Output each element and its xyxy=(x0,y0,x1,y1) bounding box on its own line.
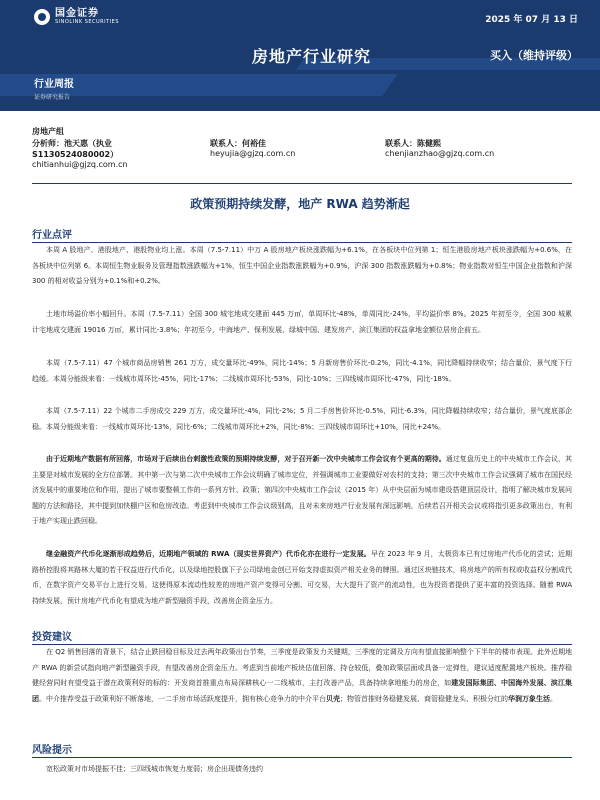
policy-lead: 由于近期地产数据有所回落，市场对于后续出台刺激性政策的预期持续发酵，对于召开新一次中央城市工作会议有个更高的期待。 xyxy=(46,455,446,463)
paragraph-rwa xyxy=(32,547,572,609)
policy-body: 通过复盘历史上的中央城市工作会议，其主要是对城市发展的全方位部署。其中第一次与第二次中央城市工作会议明确了城市定位，并强调城市工业要做好对农村的支持；第三次中央城市工作会议强调了城市在国民经济发展中的重要地位和作用，提出了城市要整顿工作的一系列方针、政策；第四次中央城市工作会议（2015 年）从中央层面为城市建设搭建顶层设计，指明了解决城市发展问题的方法和路径，其中提到加快棚户区和危房改造。考虑到中央城市工作会议级别高，且对未来房地产行业发展有深远影响，后续若召开相关会议或将指引更多政策出台，有利于地产实现止跌回稳。 xyxy=(32,455,573,525)
invest-pick-property: 华润万象生活 xyxy=(508,694,550,703)
invest-pick-broker: 贝壳 xyxy=(326,694,340,703)
report-banner xyxy=(0,0,600,111)
contact2-name: 联系人：陈健熙 xyxy=(385,139,441,148)
invest-text-3: ；物管首推财务稳健发展、商管稳健龙头、积极分红的 xyxy=(340,694,508,703)
contact1-name: 联系人：何裕佳 xyxy=(210,139,266,148)
rwa-body: 早在 2023 年 9 月，太极资本已有过房地产代币化的尝试；近期路桥控股将其路林大厦的若干权益进行代币化，以及绿地控股旗下子公司绿地金创已开始支持虚拟资产相关业务的牌照。通过区块链技术，将房地产的所有权或收益权分割成代币，在数字资产交易平台上进行交易，这使得原本流动性较差的房地产资产变得可分割、可交易，大大提升了资产的流动性，也为投资者提供了更丰富的投资选择。随着 RWA 持续发展，预计房地产代币化有望成为地产新型融资手段，改善房企资金压力。 xyxy=(32,550,572,605)
logo-circle-icon xyxy=(34,9,50,25)
paragraph-second-hand: 本周（7.5-7.11）22 个城市二手房成交 229 万方，成交量环比-4%，同比-2%；5 月二手房售价环比-0.5%，同比-6.3%，同比降幅持续收窄；结合量价，景气度底部企稳。本周分能级来看：一线城市周环比-13%，同比-6%；二线城市周环比+2%，同比-8%；三四线城市周环比+10%，同比+24%。 xyxy=(32,407,572,431)
invest-text-2: 。中介推荐受益于政策利好不断落地，一二手房市场活跃度提升，拥有核心竞争力的中介平台 xyxy=(39,694,326,703)
report-title: 房地产行业研究 xyxy=(252,47,372,66)
contact1-email: heyujia@gjzq.com.cn xyxy=(210,149,296,158)
report-sublabel: 证券研究报告 xyxy=(34,94,71,101)
rating-badge: 买入（维持评级） xyxy=(490,49,578,62)
logo-en: SINOLINK SECURITIES xyxy=(55,19,119,25)
contact-block-1 xyxy=(210,138,370,158)
analyst-email: chitianhui@gjzq.com.cn xyxy=(32,160,128,169)
main-headline: 政策预期持续发酵，地产 RWA 趋势渐起 xyxy=(190,197,410,211)
contact-block-2 xyxy=(385,138,565,158)
contact2-email: chenjianzhao@gjzq.com.cn xyxy=(385,149,495,158)
section-risk-heading: 风险提示 xyxy=(32,745,72,756)
section-review-heading: 行业点评 xyxy=(32,230,72,241)
header-divider xyxy=(32,183,572,184)
paragraph-new-homes: 本周（7.5-7.11）47 个城市商品房销售 261 万方，成交量环比-49%，同比-14%；5 月新房售价环比-0.2%，同比-4.1%，同比降幅持续收窄；结合量价，景气度下行趋缓。本周分能级来看：一线城市周环比-45%，同比-17%；二线城市周环比-53%，同比-10%；三四线城市周环比-47%，同比-18%。 xyxy=(32,359,572,383)
paragraph-investment xyxy=(32,645,572,707)
logo-cn: 国金证券 xyxy=(55,8,99,19)
section-risk-underline xyxy=(32,757,572,758)
company-logo xyxy=(34,8,119,25)
invest-text-1: 在 Q2 销售回落的背景下，结合止跌回稳目标及过去两年政策出台节奏，三季度是政策发力关键期，三季度的定调及方向有望直接影响整个下半年的楼市表现。此外近期地产 RWA 的新尝试指向地产新型融资手段，有望改善房企资金压力。考虑到当前地产板块估值回落、持仓较低，叠加政策层面或具备一定弹性，建议适度配置地产板块。推荐稳健经营同时有望受益于潜在政策利好的标的：开发商首推重点布局深耕核心一二线城市，主打改善产品，具备持续拿地能力的房企，如 xyxy=(32,648,572,687)
paragraph-land: 土地市场溢价率小幅回升。本周（7.5-7.11）全国 300 城宅地成交建面 445 万㎡，单周环比-48%，单周同比-24%，平均溢价率 8%。2025 年初至今，全国 300 城累计宅地成交建面 19016 万㎡，累计同比-3.8%；年初至今，中海地产、保利发展、绿城中国、建发房产、滨江集团的权益拿地金额位居房企前五。 xyxy=(32,310,572,334)
analyst-team xyxy=(32,126,572,137)
analyst-block xyxy=(32,138,182,169)
paragraph-risk: 宽松政策对市场提振不佳；三四线城市恢复力度弱；房企出现债务违约 xyxy=(46,765,263,773)
report-date: 2025 年 07 月 13 日 xyxy=(485,15,578,25)
report-type: 行业周报 xyxy=(34,79,74,90)
section-invest-heading: 投资建议 xyxy=(32,632,72,643)
paragraph-market: 本周 A 股地产、港股地产、港股物业均上涨。本周（7.5-7.11）中万 A 股房地产板块涨跌幅为+6.1%，在各板块中位列第 1；恒生港股房地产板块涨跌幅为+0.6%，在各板块中位列第 6。本周恒生物业服务及管理指数涨跌幅为+1%，恒生中国企业指数涨跌幅为+0.9%，沪深 300 指数涨跌幅为+0.8%；物业指数对恒生中国企业指数和沪深 300 的相对收益分别为+0.1%和+0.2%。 xyxy=(32,246,572,285)
invest-text-4: 。 xyxy=(550,694,557,703)
rwa-lead: 继金融资产代币化逐渐形成趋势后，近期地产领域的 RWA（现实世界资产）代币化亦在进行一定发展。 xyxy=(46,550,371,558)
paragraph-policy xyxy=(32,452,572,530)
analyst-name: 分析师：池天惠（执业 S1130524080002） xyxy=(32,139,119,159)
invest-picks-developers: 建发国际集团、中国海外发展、滨江集团 xyxy=(32,679,573,703)
team-group: 房地产组 xyxy=(32,127,64,136)
